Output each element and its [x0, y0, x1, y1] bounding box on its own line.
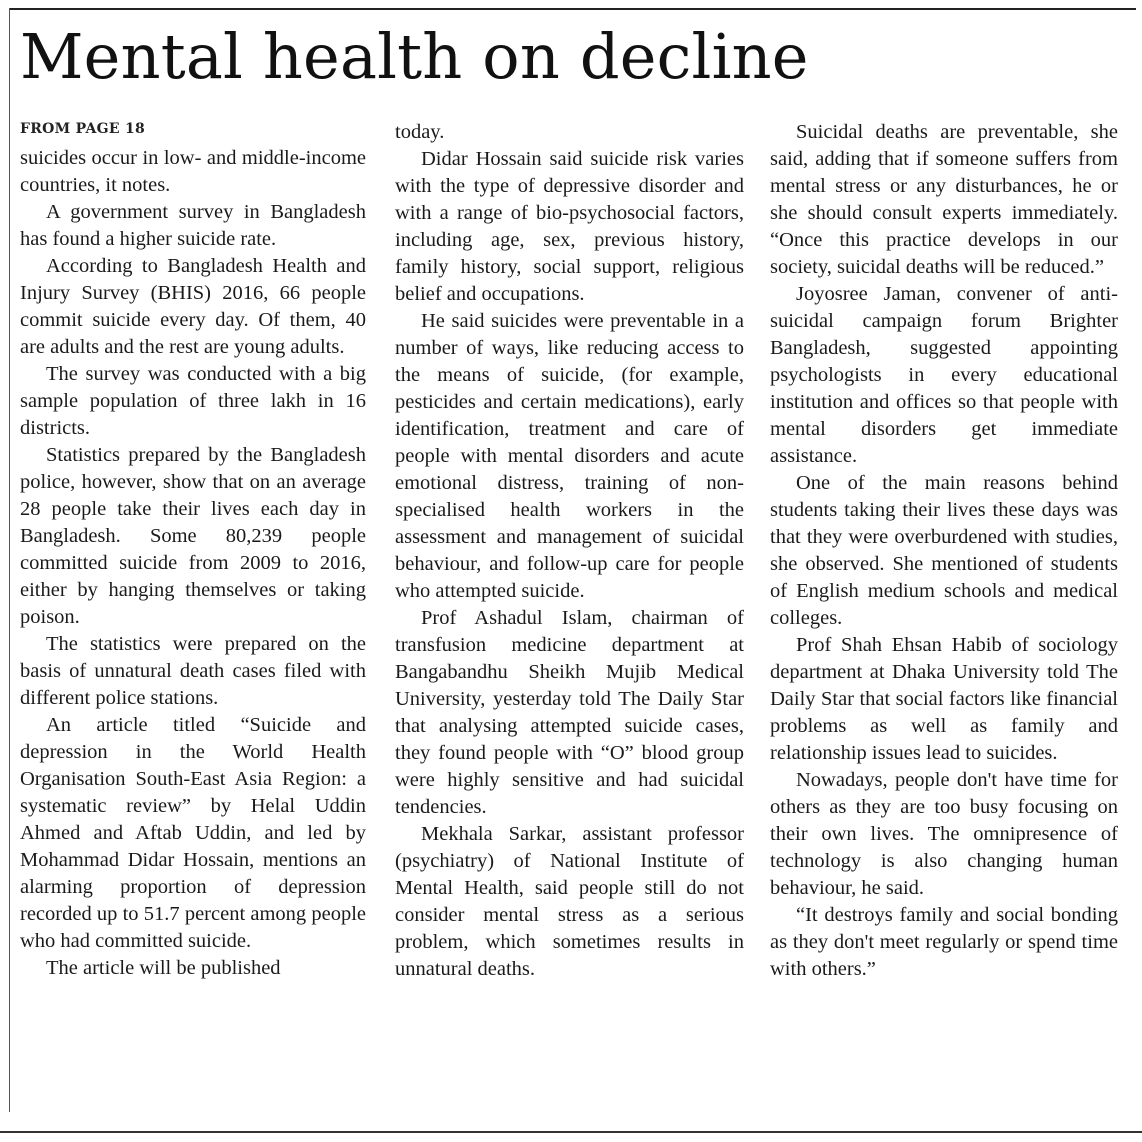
- paragraph: Mekhala Sarkar, assistant professor (psychiatry) of National Institute of Mental Health, said people still do not consider mental stress as a serious problem, which sometimes results in unnatural deaths.: [395, 823, 744, 980]
- paragraph: today.: [395, 121, 445, 143]
- article-column-2: [395, 119, 744, 983]
- paragraph: An article titled “Suicide and depression in the World Health Organisation South-East Asia Region: a systematic review” by Helal Uddin Ahmed and Aftab Uddin, and led by Mohammad Didar Hossain, mentions an alarming proportion of depression recorded up to 51.7 percent among people who had committed suicide.: [20, 714, 366, 952]
- paragraph: The survey was conducted with a big sample population of three lakh in 16 districts.: [20, 363, 366, 439]
- left-rule: [9, 8, 10, 1112]
- paragraph: Prof Ashadul Islam, chairman of transfusion medicine department at Bangabandhu Sheikh Mujib Medical University, yesterday told The Daily Star that analysing attempted suicide cases, they found people with “O” blood group were highly sensitive and had suicidal tendencies.: [395, 607, 744, 818]
- paragraph: Statistics prepared by the Bangladesh police, however, show that on an average 28 people take their lives each day in Bangladesh. Some 80,239 people committed suicide from 2009 to 2016, either by hanging themselves or taking poison.: [20, 444, 366, 628]
- article-column-3: [770, 119, 1118, 983]
- paragraph: One of the main reasons behind students taking their lives these days was that they were overburdened with studies, she observed. She mentioned of students of English medium schools and medical colleges.: [770, 472, 1118, 629]
- bottom-rule: [0, 1131, 1142, 1133]
- paragraph: Suicidal deaths are preventable, she said, adding that if someone suffers from mental stress or any disturbances, he or she should consult experts immediately. “Once this practice develops in our society, suicidal deaths will be reduced.”: [770, 121, 1118, 278]
- paragraph: He said suicides were preventable in a number of ways, like reducing access to the means of suicide, (for example, pesticides and certain medications), early identification, treatment and care of people with mental disorders and acute emotional distress, training of non-specialised health workers in the assessment and management of suicidal behaviour, and follow-up care for people who attempted suicide.: [395, 310, 744, 602]
- paragraph: Nowadays, people don't have time for others as they are too busy focusing on their own lives. The omnipresence of technology is also changing human behaviour, he said.: [770, 769, 1118, 899]
- paragraph: According to Bangladesh Health and Injury Survey (BHIS) 2016, 66 people commit suicide every day. Of them, 40 are adults and the rest are young adults.: [20, 255, 366, 358]
- top-rule: [10, 8, 1136, 10]
- paragraph: The article will be published: [46, 957, 281, 979]
- paragraph: Joyosree Jaman, convener of anti-suicidal campaign forum Brighter Bangladesh, suggested appointing psychologists in every educational institution and offices so that people with mental disorders get immediate assistance.: [770, 283, 1118, 467]
- headline: Mental health on decline: [20, 20, 809, 93]
- article-column-1: [20, 145, 366, 982]
- paragraph: A government survey in Bangladesh has found a higher suicide rate.: [20, 201, 366, 250]
- paragraph: “It destroys family and social bonding as they don't meet regularly or spend time with others.”: [770, 904, 1118, 980]
- paragraph: Didar Hossain said suicide risk varies with the type of depressive disorder and with a range of bio-psychosocial factors, including age, sex, previous history, family history, social support, religious belief and occupations.: [395, 148, 744, 305]
- paragraph: suicides occur in low- and middle-income countries, it notes.: [20, 147, 366, 196]
- paragraph: Prof Shah Ehsan Habib of sociology department at Dhaka University told The Daily Star that social factors like financial problems as well as family and relationship issues lead to suicides.: [770, 634, 1118, 764]
- continued-from-label: FROM PAGE 18: [20, 121, 146, 137]
- paragraph: The statistics were prepared on the basis of unnatural death cases filed with different police stations.: [20, 633, 366, 709]
